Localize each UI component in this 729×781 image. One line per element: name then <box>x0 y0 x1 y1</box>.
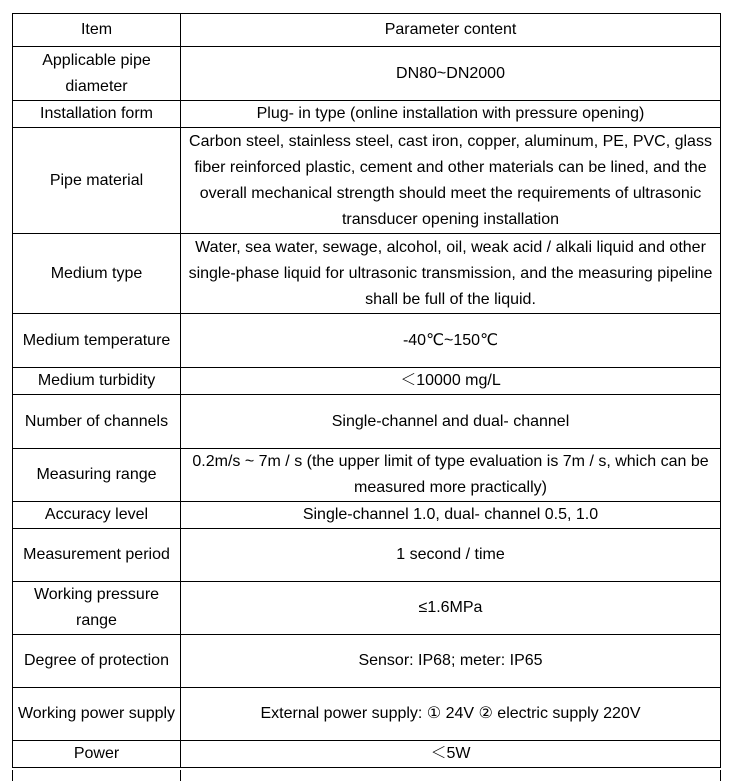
row-item-label: Number of channels <box>13 395 181 449</box>
row-item-label: Measuring range <box>13 449 181 502</box>
table-row <box>13 368 721 395</box>
row-item-label: Working power supply <box>13 688 181 741</box>
table-row <box>13 449 721 502</box>
row-parameter-value: Single-channel 1.0, dual- channel 0.5, 1.0 <box>181 502 721 529</box>
table-row <box>13 234 721 314</box>
header-item: Item <box>13 14 181 47</box>
row-parameter-value: 1 second / time <box>181 529 721 582</box>
row-parameter-value: Sensor: IP68; meter: IP65 <box>181 635 721 688</box>
row-parameter-value: External power supply: ① 24V ② electric supply 220V <box>181 688 721 741</box>
table-row <box>13 741 721 768</box>
row-parameter-value: ≤1.6MPa <box>181 582 721 635</box>
table-header-row <box>13 14 721 47</box>
table-row <box>13 47 721 101</box>
row-item-label: Applicable pipe diameter <box>13 47 181 101</box>
cut-off-row-right-border <box>720 770 721 781</box>
table-row <box>13 314 721 368</box>
row-item-label: Power <box>13 741 181 768</box>
row-item-label: Installation form <box>13 101 181 128</box>
row-item-label: Measurement period <box>13 529 181 582</box>
row-parameter-value: Single-channel and dual- channel <box>181 395 721 449</box>
row-item-label: Accuracy level <box>13 502 181 529</box>
cut-off-row-divider <box>180 770 181 781</box>
header-parameter-content: Parameter content <box>181 14 721 47</box>
table-row <box>13 582 721 635</box>
row-item-label: Medium temperature <box>13 314 181 368</box>
row-item-label: Medium type <box>13 234 181 314</box>
row-item-label: Working pressure range <box>13 582 181 635</box>
cut-off-row-left-border <box>12 770 13 781</box>
table-row <box>13 101 721 128</box>
row-item-label: Degree of protection <box>13 635 181 688</box>
table-row <box>13 502 721 529</box>
table-row <box>13 688 721 741</box>
row-parameter-value: 0.2m/s ~ 7m / s (the upper limit of type evaluation is 7m / s, which can be measured more practically) <box>181 449 721 502</box>
row-parameter-value: -40℃~150℃ <box>181 314 721 368</box>
table-row <box>13 529 721 582</box>
row-parameter-value: DN80~DN2000 <box>181 47 721 101</box>
row-parameter-value: Carbon steel, stainless steel, cast iron, copper, aluminum, PE, PVC, glass fiber reinforced plastic, cement and other materials can be lined, and the overall mechanical strength should meet the requirements of ultrasonic transducer opening installation <box>181 128 721 234</box>
row-item-label: Medium turbidity <box>13 368 181 395</box>
table-row <box>13 128 721 234</box>
row-parameter-value: Water, sea water, sewage, alcohol, oil, weak acid / alkali liquid and other single-phase liquid for ultrasonic transmission, and the measuring pipeline shall be full of the liquid. <box>181 234 721 314</box>
row-parameter-value: Plug- in type (online installation with pressure opening) <box>181 101 721 128</box>
table-row <box>13 635 721 688</box>
row-item-label: Pipe material <box>13 128 181 234</box>
spec-table <box>12 13 721 768</box>
row-parameter-value: ＜5W <box>181 741 721 768</box>
table-row <box>13 395 721 449</box>
row-parameter-value: ＜10000 mg/L <box>181 368 721 395</box>
